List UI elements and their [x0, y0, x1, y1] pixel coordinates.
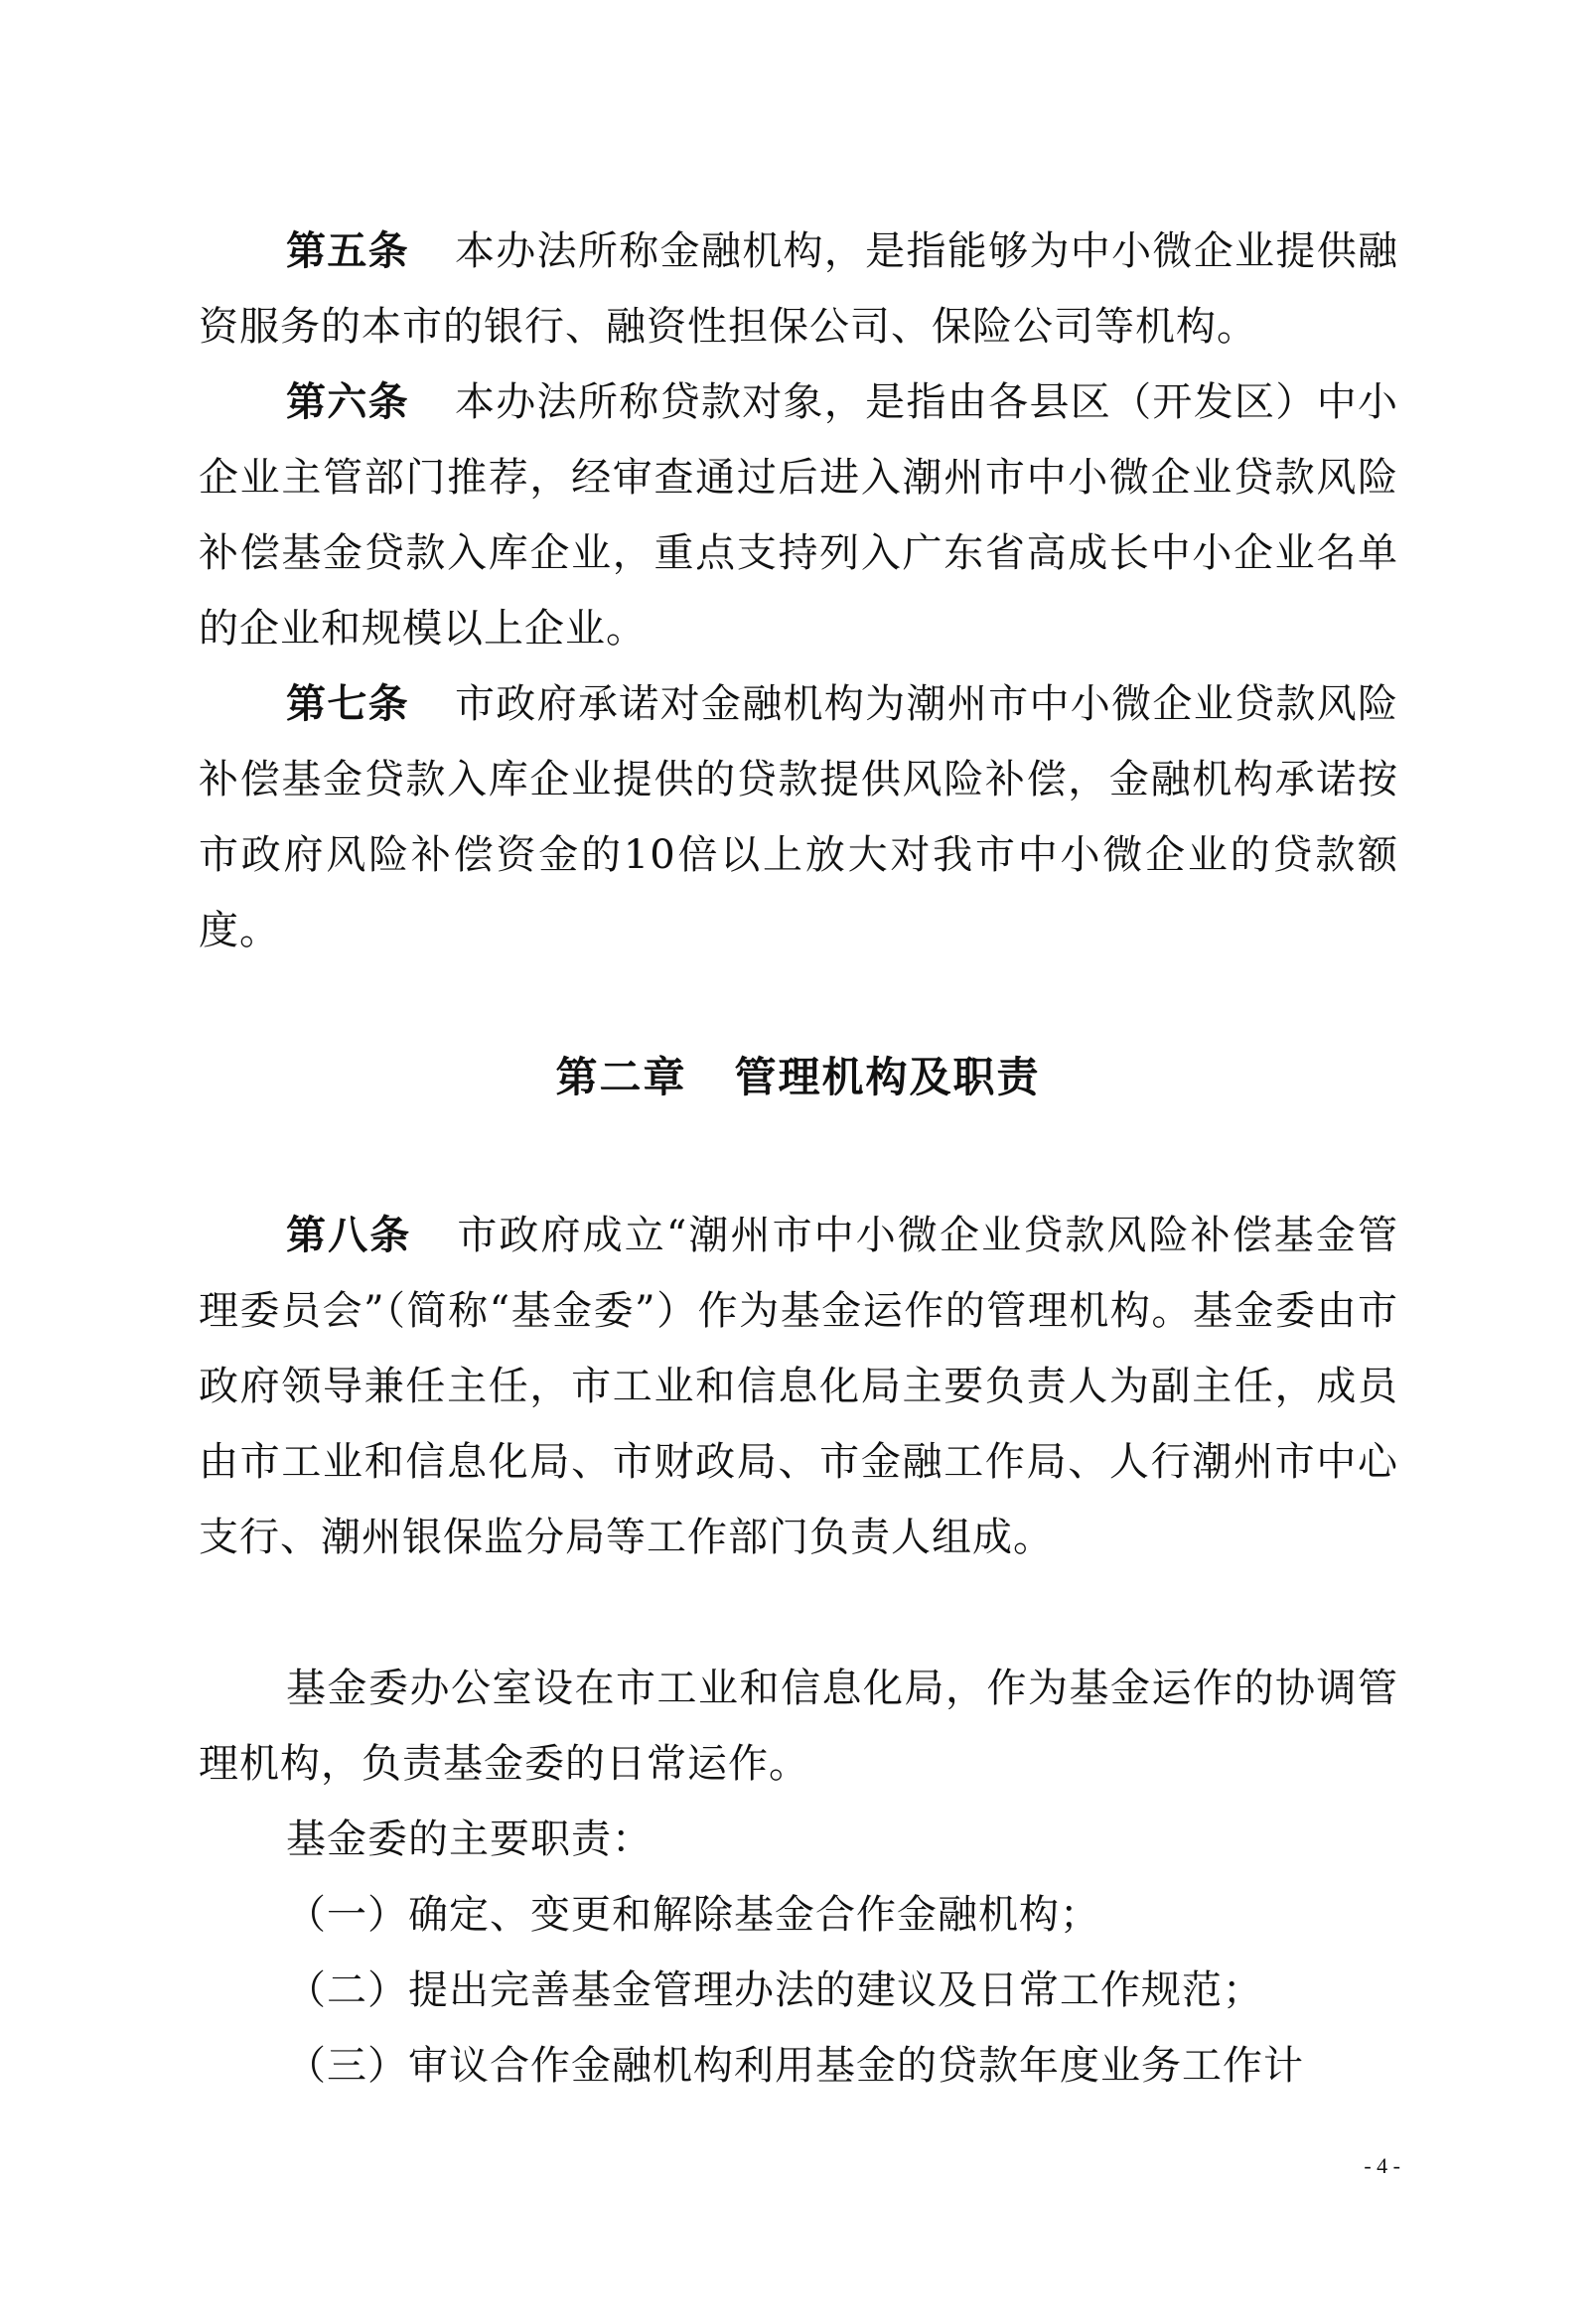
duty-item-3: （三）审议合作金融机构利用基金的贷款年度业务工作计: [286, 2043, 1304, 2089]
article-7-text: 市政府承诺对金融机构为潮州市中小微企业贷款风险补偿基金贷款入库企业提供的贷款提供风险补偿，金融机构承诺按市政府风险补偿资金的10倍以上放大对我市中小微企业的贷款额度。: [199, 681, 1399, 953]
article-7: [199, 666, 1398, 968]
article-6: [199, 364, 1398, 666]
duty-item-1: （一）确定、变更和解除基金合作金融机构；: [286, 1892, 1100, 1938]
chapter-heading: [0, 1045, 1596, 1104]
article-6-label: 第六条: [286, 378, 409, 425]
paragraph-office: 基金委办公室设在市工业和信息化局，作为基金运作的协调管理机构，负责基金委的日常运作。: [199, 1666, 1398, 1787]
duty-item-2: （二）提出完善基金管理办法的建议及日常工作规范；: [286, 1967, 1263, 2013]
article-8-text: 市政府成立“潮州市中小微企业贷款风险补偿基金管理委员会”（简称“基金委”）作为基金运作的管理机构。基金委由市政府领导兼任主任，市工业和信息化局主要负责人为副主任，成员由市工业和信息化局、市财政局、市金融工作局、人行潮州市中心支行、潮州银保监分局等工作部门负责人组成。: [199, 1213, 1399, 1560]
article-5-label: 第五条: [286, 227, 409, 274]
chapter-number: 第二章: [555, 1053, 687, 1101]
article-8: [199, 1198, 1398, 1575]
page-number: - 4 -: [1364, 2153, 1400, 2178]
article-8-label: 第八条: [286, 1212, 412, 1258]
paragraph-duties-heading: 基金委的主要职责：: [286, 1816, 653, 1862]
article-6-text: 本办法所称贷款对象，是指由各县区（开发区）中小企业主管部门推荐，经审查通过后进入潮州市中小微企业贷款风险补偿基金贷款入库企业，重点支持列入广东省高成长中小企业名单的企业和规模以上企业。: [199, 379, 1399, 652]
article-5-text: 本办法所称金融机构，是指能够为中小微企业提供融资服务的本市的银行、融资性担保公司、保险公司等机构。: [199, 228, 1399, 350]
article-7-label: 第七条: [286, 680, 409, 727]
chapter-title: 管理机构及职责: [734, 1053, 1041, 1101]
article-5: [199, 214, 1398, 364]
